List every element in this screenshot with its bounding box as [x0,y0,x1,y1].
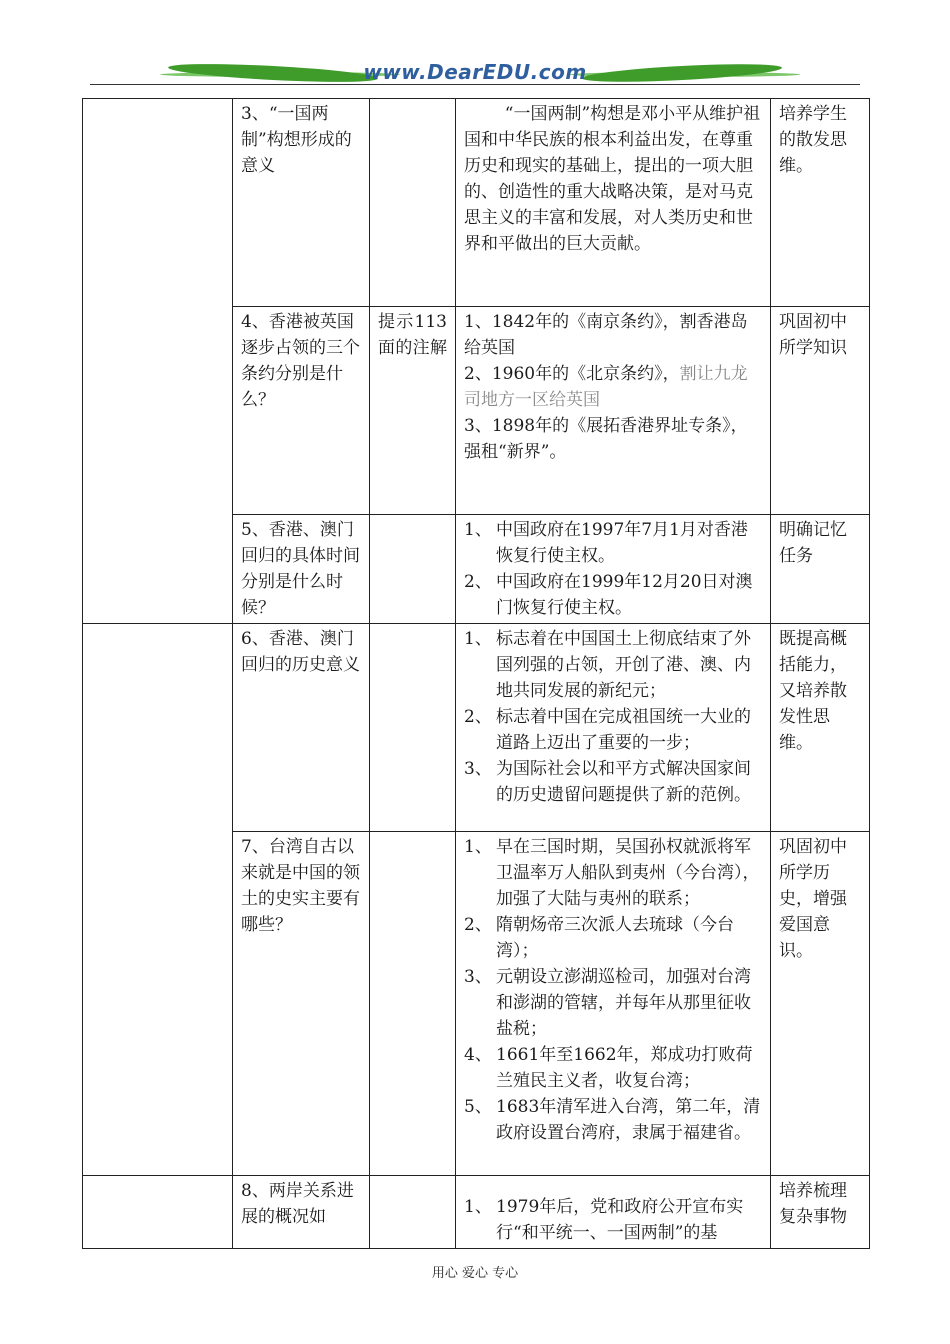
item-text: 标志着中国在完成祖国统一大业的道路上迈出了重要的一步； [496,707,751,753]
item-text: 1661年至1662年，郑成功打败荷兰殖民主义者，收复台湾； [496,1045,753,1091]
table-row [83,624,870,832]
item-number: 1、 [464,837,492,857]
answer-item [464,912,762,964]
goal-cell: 明确记忆任务 [771,515,870,624]
item-number: 2、 [464,915,492,935]
question-cell: 7、台湾自古以来就是中国的领土的史实主要有哪些？ [233,832,370,1176]
section-cell [83,99,233,624]
item-number: 2、 [464,707,492,727]
answer-item [464,569,762,621]
hint-cell [370,832,456,1176]
answer-line-gray-text: 割让九龙司地方一区给英国 [464,364,748,410]
answer-line: 1、1842年的《南京条约》，割香港岛给英国 [464,312,748,358]
page-footer: 用心 爱心 专心 [431,1266,519,1281]
answer-item [464,834,762,912]
answer-cell [456,515,771,624]
hint-cell [370,307,456,515]
item-number: 3、 [464,759,492,779]
header-banner [90,58,860,90]
item-number: 1、 [464,629,492,649]
answer-cell [456,832,771,1176]
answer-item [464,1094,762,1146]
item-text: 标志着在中国国土上彻底结束了外国列强的占领，开创了港、澳、内地共同发展的新纪元； [496,629,751,701]
answer-item [464,626,762,704]
answer-item [464,1194,762,1246]
section-cell [83,624,233,1176]
question-cell: 4、香港被英国逐步占领的三个条约分别是什么？ [233,307,370,515]
goal-cell: 培养梳理复杂事物 [771,1176,870,1249]
answer-item [464,964,762,1042]
header-rule [90,84,860,85]
hint-cell [370,99,456,307]
item-text: 元朝设立澎湖巡检司，加强对台湾和澎湖的管辖，并每年从那里征收盐税； [496,967,751,1039]
answer-item [464,1042,762,1094]
item-text: 1979年后，党和政府公开宣布实行“和平统一、一国两制”的基 [496,1197,744,1243]
left-swoosh-decoration-bold [168,61,378,86]
answer-cell [456,99,771,307]
goal-cell: 既提高概括能力，又培养散发性思维。 [771,624,870,832]
answer-item [464,756,762,808]
right-swoosh-decoration-bold [582,61,782,85]
goal-cell: 培养学生的散发思维。 [771,99,870,307]
item-text: 为国际社会以和平方式解决国家间的历史遗留问题提供了新的范例。 [496,759,751,805]
answer-line: 3、1898年的《展拓香港界址专条》，强租“新界”。 [464,416,748,462]
answer-item [464,517,762,569]
question-cell: 8、两岸关系进展的概况如 [233,1176,370,1249]
item-text: 1683年清军进入台湾，第二年，清政府设置台湾府，隶属于福建省。 [496,1097,761,1143]
answer-cell [456,624,771,832]
answer-line-text: 2、1960年的《北京条约》， [464,364,680,384]
item-text: 中国政府在1999年12月20日对澳门恢复行使主权。 [496,572,753,618]
item-text: 早在三国时期，吴国孙权就派将军卫温率万人船队到夷州（今台湾），加强了大陆与夷州的联系； [496,837,760,909]
question-cell: 5、香港、澳门回归的具体时间分别是什么时候？ [233,515,370,624]
item-number: 5、 [464,1097,492,1117]
hint-cell [370,624,456,832]
question-cell: 3、“一国两制”构想形成的意义 [233,99,370,307]
answer-item [464,704,762,756]
item-number: 1、 [464,1197,492,1217]
item-number: 2、 [464,572,492,592]
question-cell: 6、香港、澳门回归的历史意义 [233,624,370,832]
brand-logo: www.DearEDU.com [363,60,587,84]
item-text: 中国政府在1997年7月1月对香港恢复行使主权。 [496,520,748,566]
item-number: 4、 [464,1045,492,1065]
goal-cell: 巩固初中所学知识 [771,307,870,515]
table-row [83,99,870,307]
answer-cell [456,307,771,515]
item-number: 1、 [464,520,492,540]
goal-cell: 巩固初中所学历史，增强爱国意识。 [771,832,870,1176]
answer-line [464,361,762,413]
answer-cell [456,1176,771,1249]
hint-cell [370,1176,456,1249]
item-text: 隋朝炀帝三次派人去琉球（今台湾）； [496,915,734,961]
item-number: 3、 [464,967,492,987]
answer-paragraph: “一国两制”构想是邓小平从维护祖国和中华民族的根本利益出发，在尊重历史和现实的基础上，提出的一项大胆的、创造性的重大战略决策，是对马克思主义的丰富和发展，对人类历史和世界和平做出的巨大贡献。 [464,104,761,254]
section-cell [83,1176,233,1249]
table-row [83,1176,870,1249]
hint-text: 提示113面的注解 [378,312,447,358]
hint-cell [370,515,456,624]
lesson-table [82,98,870,1249]
